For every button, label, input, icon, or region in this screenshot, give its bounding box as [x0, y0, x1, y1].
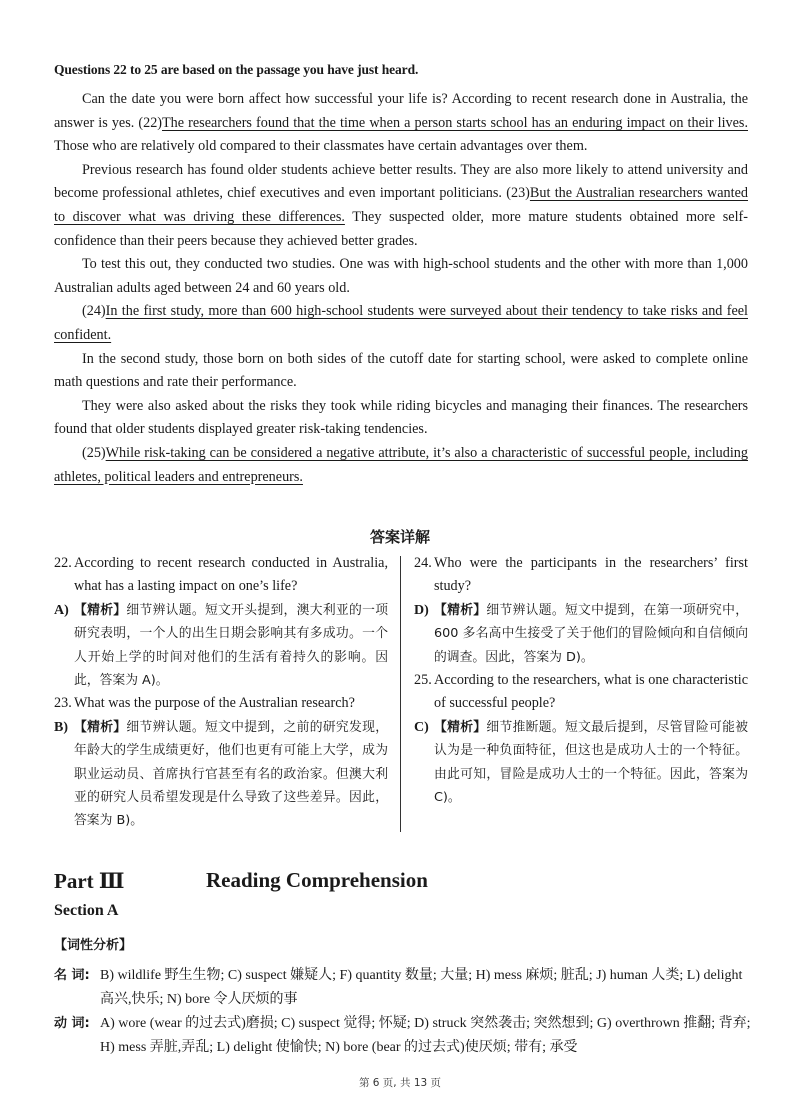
answers-right-column [414, 552, 748, 809]
word-class-title: 【词性分析】 [54, 938, 133, 953]
p2-text-b: They suspected older, more mature students obtained more self-confidence than their peers because they achieved better grades. [54, 208, 748, 249]
answer-24 [414, 599, 748, 669]
paragraph-5: In the second study, those born on both sides of the cutoff date for starting school, were asked to complete online math questions and rate their performance. [54, 350, 748, 391]
paragraph-4 [54, 300, 748, 347]
question-number: 25. [414, 672, 432, 689]
analysis-tag: 【精析】 [74, 719, 127, 735]
paragraph-6: They were also asked about the risks they took while riding bicycles and managing their finances. The researchers found that older students displayed greater risk-taking tendencies. [54, 397, 748, 438]
q22-marker: (22) [138, 114, 163, 131]
answer-explanation: 细节辨认题。短文中提到，之前的研究发现，年龄大的学生成绩更好，他们也更有可能上大学，成为职业运动员、首席执行官甚至有名的政治家。但澳大利亚的研究人员希望发现是什么导致了这些差异。因此，答案为 B)。 [74, 719, 389, 829]
answers-title: 答案详解 [369, 528, 430, 546]
question-number: 24. [414, 555, 432, 571]
paragraph-2 [54, 159, 748, 253]
p2-text-a: Previous research has found older students achieve better results. They are also more likely to attend university and become professional athletes, chief executives and even important politicians. [54, 161, 748, 202]
analysis-tag: 【精析】 [74, 602, 127, 618]
answers-left-column [54, 552, 388, 833]
answer-letter: B) [54, 719, 68, 735]
answer-22 [54, 599, 388, 693]
question-text: According to recent research conducted in Australia, what has a lasting impact on one’s life? [74, 555, 388, 595]
passage-text [54, 88, 748, 489]
q23-underlined-sentence: But the Australian researchers wanted to discover what was driving these differences. [54, 185, 748, 225]
p1-text-a: Can the date you were born affect how successful your life is? According to recent research done in Australia, the answer is yes. [54, 91, 748, 131]
question-25 [414, 669, 748, 716]
q22-underlined-sentence: The researchers found that the time when a person starts school has an enduring impact on their lives. [162, 114, 748, 131]
p1-text-b: Those who are relatively old compared to their classmates have certain advantages over them. [54, 138, 588, 155]
analysis-tag: 【精析】 [434, 602, 487, 618]
answer-letter: D) [414, 602, 429, 618]
analysis-tag: 【精析】 [434, 719, 487, 735]
verb-list: A) wore (wear 的过去式)磨损; C) suspect 觉得; 怀疑; D) struck 突然袭击; 突然想到; G) overthrown 推翻; 背弃; H) mess 弄脏,弄乱; L) delight 使愉快; N) bore (bear 的过去式)使厌烦; 带有; 承受 [100, 1016, 751, 1055]
answer-explanation: 细节辨认题。短文中提到，在第一项研究中，600 多名高中生接受了关于他们的冒险倾向和自信倾向的调查。因此，答案为 D)。 [434, 602, 749, 665]
question-text: According to the researchers, what is one characteristic of successful people? [434, 672, 748, 712]
answer-25 [414, 716, 748, 810]
answer-letter: C) [414, 719, 429, 735]
answer-explanation: 细节推断题。短文最后提到，尽管冒险可能被认为是一种负面特征，但这也是成功人士的一个特征。由此可知，冒险是成功人士的一个特征。因此，答案为 C)。 [434, 719, 749, 806]
verb-label: 动 词: [54, 1016, 90, 1031]
question-number: 22. [54, 555, 72, 571]
question-text: Who were the participants in the researchers’ first study? [434, 555, 748, 595]
q25-underlined-sentence: While risk-taking can be considered a negative attribute, it’s also a characteristic of successful people, including athletes, political leaders and entrepreneurs. [54, 444, 748, 485]
noun-label: 名 词: [54, 968, 90, 983]
section-heading: Section A [54, 902, 119, 919]
answer-explanation: 细节辨认题。短文开头提到，澳大利亚的一项研究表明，一个人的出生日期会影响其有多成功。一个人开始上学的时间对他们的生活有着持久的影响。因此，答案为 A)。 [74, 602, 389, 689]
answer-23 [54, 716, 388, 833]
page-footer: 第 6 页, 共 13 页 [358, 1077, 442, 1089]
passage-header: Questions 22 to 25 are based on the passage you have just heard. [54, 62, 419, 77]
part-title: Reading Comprehension [206, 868, 428, 892]
paragraph-7 [54, 442, 748, 489]
question-24 [414, 552, 748, 599]
vocab-nouns [54, 964, 754, 1011]
part-label: Part Ⅲ [54, 869, 125, 893]
answer-letter: A) [54, 602, 69, 618]
vocab-verbs [54, 1012, 754, 1059]
question-22 [54, 552, 388, 599]
column-divider [400, 556, 401, 832]
q24-underlined-sentence: In the first study, more than 600 high-school students were surveyed about their tendency to take risks and feel confident. [54, 303, 748, 343]
question-number: 23. [54, 695, 72, 712]
noun-list: B) wildlife 野生生物; C) suspect 嫌疑人; F) quantity 数量; 大量; H) mess 麻烦; 脏乱; J) human 人类; L) delight 高兴,快乐; N) bore 令人厌烦的事 [100, 968, 743, 1007]
paragraph-3: To test this out, they conducted two studies. One was with high-school students and the other with more than 1,000 Australian adults aged between 24 and 60 years old. [54, 256, 748, 296]
question-23 [54, 692, 388, 715]
question-text: What was the purpose of the Australian research? [74, 695, 355, 712]
paragraph-1 [54, 88, 748, 159]
q24-marker: (24) [82, 303, 106, 320]
q23-marker: (23) [506, 185, 530, 202]
q25-marker: (25) [82, 444, 106, 461]
